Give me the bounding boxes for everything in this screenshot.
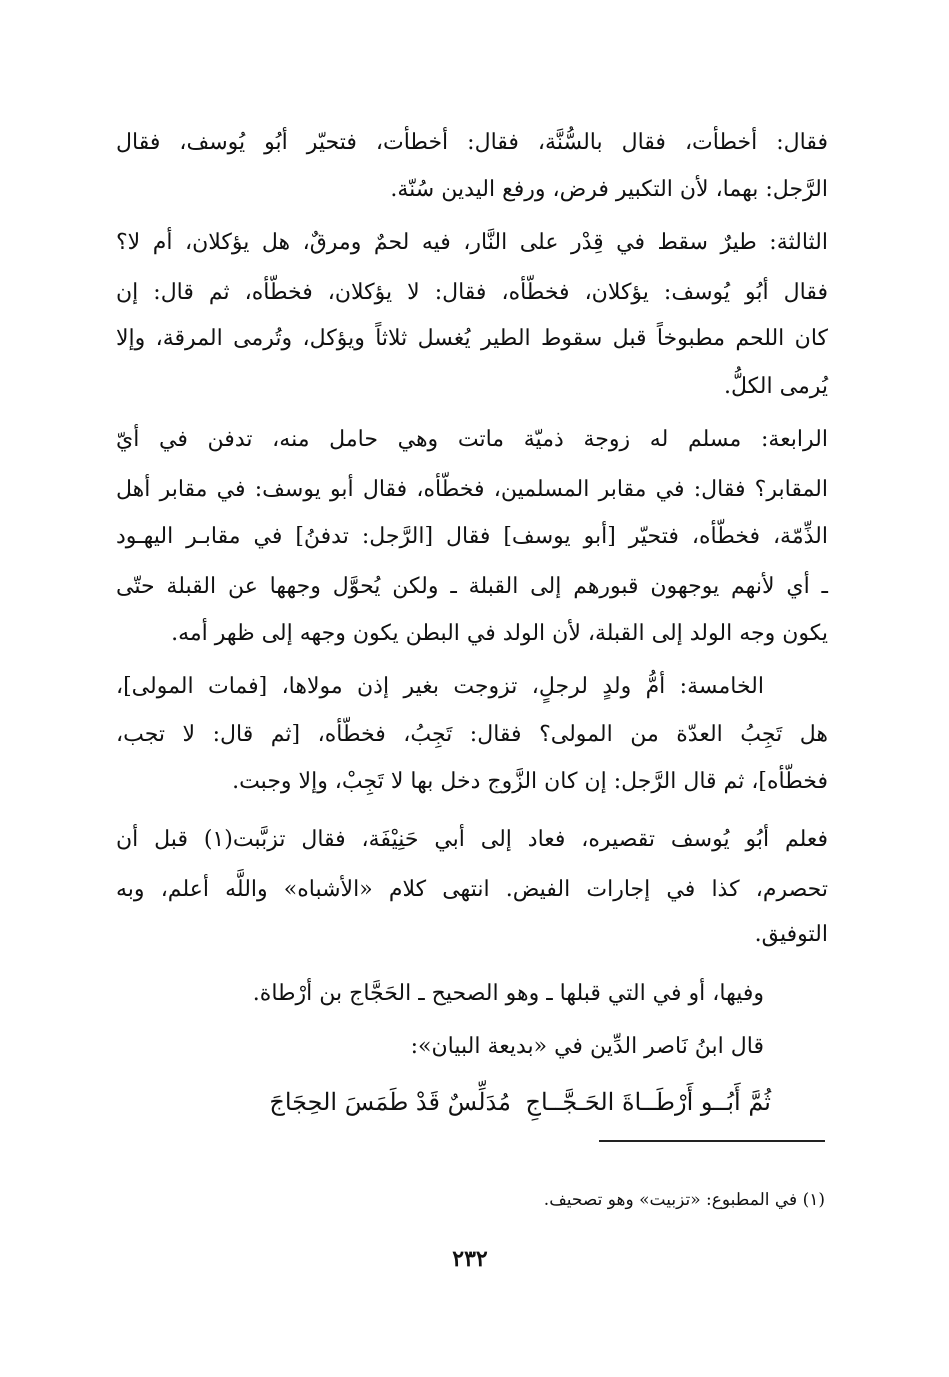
text-line: يكون وجه الولد إلى القبلة، لأن الولد في البطن يكون وجهه إلى ظهر أمه. <box>171 621 828 646</box>
text-line: الرابعة: مسلم له زوجة ذميّة ماتت وهي حامل منه، تدفن في أيّ <box>116 427 828 452</box>
verse-second-hemistich: مُدَلِّسٌ قَدْ طَمَسَ الحِجَاجَ <box>269 1088 511 1116</box>
text-line: الثالثة: طيرٌ سقط في قِدْر على النَّار، فيه لحمٌ ومرقٌ، هل يؤكلان، أم لا؟ <box>116 230 828 255</box>
text-line: المقابر؟ فقال: في مقابر المسلمين، فخطّأه، فقال أبو يوسف: في مقابر أهل <box>116 477 828 502</box>
text-line: فخطّأه]، ثم قال الرَّجل: إن كان الزَّوج دخل بها لا تَجِبْ، وإلا وجبت. <box>232 769 828 794</box>
footnote-divider <box>599 1140 825 1142</box>
verse-first-hemistich: ثُمَّ أَبُــو أَرْطَــاةَ الحَـجَّــاجِ <box>525 1088 771 1116</box>
text-line: التوفيق. <box>754 922 828 947</box>
text-line: الخامسة: أمُّ ولدٍ لرجلٍ، تزوجت بغير إذن مولاها، [فمات المولى]، <box>116 674 764 699</box>
text-line: فقال: أخطأت، فقال بالسُّنَّة، فقال: أخطأت، فتحيّر أبُو يُوسف، فقال <box>116 130 828 155</box>
text-line: هل تَجِبُ العدّة من المولى؟ فقال: تَجِبُ، فخطّأه، [ثم قال: لا تجب، <box>116 722 828 747</box>
text-line: كان اللحم مطبوخاً قبل سقوط الطير يُغسل ثلاثاً ويؤكل، وتُرمى المرقة، وإلا <box>116 326 828 351</box>
footnote: (١) في المطبوع: «تزبيت» وهو تصحيف. <box>543 1190 825 1210</box>
text-line: الذِّمّة، فخطّأه، فتحيّر [أبو يوسف] فقال [الرَّجل: تدفنُ] في مقابـر اليهـود <box>116 524 828 549</box>
text-line: قال ابنُ نَاصر الدِّين في «بديعة البيان»: <box>410 1034 764 1059</box>
text-line: يُرمى الكلُّ. <box>724 374 828 399</box>
text-line: تحصرم، كذا في إجارات الفيض. انتهى كلام «الأشباه» واللَّه أعلم، وبه <box>116 877 828 902</box>
text-line: الرَّجل: بهما، لأن التكبير فرض، ورفع اليدين سُنّة. <box>390 177 828 202</box>
page-number: ٢٣٢ <box>452 1246 488 1272</box>
text-line: فعلم أبُو يُوسف تقصيره، فعاد إلى أبي حَنِيْفَة، فقال تزبَّبت(١) قبل أن <box>116 827 828 852</box>
text-line: وفيها، أو في التي قبلها ـ وهو الصحيح ـ الحَجَّاج بن أرْطاة. <box>252 981 764 1006</box>
text-line: ـ أي لأنهم يوجهون قبورهم إلى القبلة ـ ولكن يُحوَّل وجهها عن القبلة حتّى <box>116 574 828 599</box>
text-line: فقال أبُو يُوسف: يؤكلان، فخطّأه، فقال: لا يؤكلان، فخطّأه، ثم قال: إن <box>116 280 828 305</box>
